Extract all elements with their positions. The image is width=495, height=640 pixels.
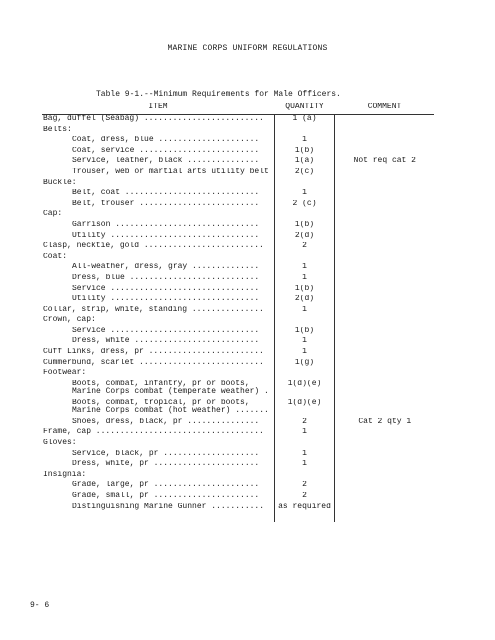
quantity-cell: 1 (274, 460, 334, 471)
comment-cell (334, 327, 434, 338)
quantity-cell: 2(d) (274, 232, 334, 243)
comment-cell (334, 492, 434, 503)
page-number: 9- 6 (30, 601, 50, 610)
comment-cell (334, 399, 434, 418)
comment-cell (334, 263, 434, 274)
table-row (42, 189, 434, 200)
table-row (42, 242, 434, 253)
item-cell: Cummerbund, scarlet .......................... (43, 358, 264, 367)
table-row (42, 115, 434, 126)
comment-cell (334, 348, 434, 359)
comment-cell (334, 147, 434, 158)
quantity-cell: 1 (274, 274, 334, 285)
comment-cell (334, 428, 434, 439)
quantity-cell (274, 369, 334, 380)
item-cell: Utility ............................... (72, 231, 260, 240)
item-cell: Utility ............................... (72, 295, 260, 304)
table-row (42, 348, 434, 359)
table-header-row (42, 103, 434, 115)
comment-cell: Not req cat 2 (353, 157, 416, 166)
table-row (42, 337, 434, 348)
quantity-cell (274, 471, 334, 482)
quantity-cell (274, 439, 334, 450)
table-row (42, 221, 434, 232)
item-cell: Coat: (43, 252, 68, 261)
comment-cell (334, 274, 434, 285)
comment-cell (334, 471, 434, 482)
quantity-cell: 1 (274, 337, 334, 348)
comment-cell (334, 210, 434, 221)
item-cell: Trouser, web or martial arts utility belt (72, 167, 269, 176)
comment-cell (334, 179, 434, 190)
column-header-quantity: QUANTITY (274, 103, 334, 115)
table-row (42, 295, 434, 306)
item-cell: Gloves: (43, 439, 77, 448)
item-cell: Coat, service ......................... (72, 146, 260, 155)
quantity-cell (274, 253, 334, 264)
quantity-cell (274, 179, 334, 190)
comment-cell (334, 481, 434, 492)
table-row (42, 168, 434, 179)
item-cell: Insignia: (43, 470, 87, 479)
item-cell: Coat, dress, blue ..................... (72, 136, 260, 145)
item-cell: Bag, duffel (Seabag) ......................... (43, 114, 264, 123)
item-cell: Footwear: (43, 369, 87, 378)
comment-cell (334, 232, 434, 243)
table-row (42, 157, 434, 168)
quantity-cell: as required (274, 503, 334, 522)
comment-cell (334, 242, 434, 253)
table-row (42, 418, 434, 429)
quantity-cell: 1(b) (274, 285, 334, 296)
table-row (42, 450, 434, 461)
quantity-cell: 2 (274, 481, 334, 492)
item-cell: Frame, cap ................................... (43, 428, 264, 437)
item-cell: Service, leather, black ............... (72, 157, 260, 166)
item-cell: Service, black, pr .................... (72, 449, 260, 458)
comment-cell (334, 359, 434, 370)
item-cell: Garrison .............................. (72, 220, 260, 229)
table-row (42, 210, 434, 221)
column-header-item: ITEM (42, 103, 274, 115)
table-row (42, 492, 434, 503)
item-cell: Belt, coat ............................ (72, 189, 260, 198)
item-cell: Collar, strip, white, standing ............... (43, 305, 264, 314)
comment-cell: Cat 2 qty 1 (358, 417, 412, 426)
item-cell: Grade, small, pr ...................... (72, 492, 260, 500)
item-cell: Dress, white .......................... (72, 337, 260, 346)
comment-cell (334, 316, 434, 327)
quantity-cell (274, 210, 334, 221)
comment-cell (334, 285, 434, 296)
quantity-cell: 1 (274, 306, 334, 317)
quantity-cell: 1 (274, 450, 334, 461)
table-row (42, 200, 434, 211)
table-row (42, 503, 434, 522)
item-cell: Dress, blue ........................... (72, 273, 260, 282)
column-header-comment: COMMENT (334, 103, 434, 115)
quantity-cell: 1(a) (274, 157, 334, 168)
quantity-cell: 1(g) (274, 359, 334, 370)
comment-cell (334, 460, 434, 471)
comment-cell (334, 337, 434, 348)
quantity-cell: 1(b) (274, 221, 334, 232)
quantity-cell: 1 (274, 263, 334, 274)
table-row (42, 179, 434, 190)
item-cell: Distinguishing Marine Gunner ........... (72, 502, 265, 511)
table-row (42, 285, 434, 296)
quantity-cell: 1(b) (274, 147, 334, 158)
item-cell: Boots, combat, tropical, pr or boots, Marine Corps combat (hot weather) ....... (72, 398, 269, 415)
item-cell: Grade, large, pr ...................... (72, 481, 260, 490)
quantity-cell: 2(c) (274, 168, 334, 179)
quantity-cell: 1 (274, 348, 334, 359)
table-row (42, 274, 434, 285)
table-row (42, 136, 434, 147)
comment-cell (334, 200, 434, 211)
item-cell: Cap: (43, 210, 63, 219)
comment-cell (334, 221, 434, 232)
comment-cell (334, 380, 434, 399)
comment-cell (334, 439, 434, 450)
quantity-cell: 1(b) (274, 327, 334, 338)
comment-cell (334, 115, 434, 126)
quantity-cell: 1 (274, 428, 334, 439)
table-row (42, 481, 434, 492)
table-row (42, 369, 434, 380)
table-row (42, 316, 434, 327)
item-cell: Cuff Links, dress, pr ........................ (43, 348, 264, 357)
quantity-cell: 2 (274, 492, 334, 503)
comment-cell (334, 126, 434, 137)
quantity-cell: 1 (274, 136, 334, 147)
quantity-cell (274, 316, 334, 327)
item-cell: Service ............................... (72, 284, 260, 293)
table-row (42, 399, 434, 418)
comment-cell (334, 189, 434, 200)
comment-cell (334, 503, 434, 522)
quantity-cell: 1(d)(e) (274, 380, 334, 399)
item-cell: Buckle: (43, 178, 77, 187)
table-row (42, 327, 434, 338)
quantity-cell: 1(d)(e) (274, 399, 334, 418)
requirements-table (42, 103, 434, 522)
comment-cell (334, 136, 434, 147)
comment-cell (334, 253, 434, 264)
item-cell: All-weather, dress, gray .............. (72, 263, 260, 272)
item-cell: Boots, combat, infantry, pr or boots, Marine Corps combat (temperate weather) . (72, 379, 269, 396)
comment-cell (334, 295, 434, 306)
quantity-cell: 2 (274, 242, 334, 253)
table-row (42, 380, 434, 399)
quantity-cell: 1 (274, 189, 334, 200)
item-cell: Belts: (43, 125, 72, 134)
table-body (42, 115, 434, 522)
item-cell: Dress, white, pr ...................... (72, 460, 260, 469)
item-cell: Clasp, necktie, gold ......................... (43, 242, 264, 251)
table-row (42, 471, 434, 482)
quantity-cell: 2 (c) (274, 200, 334, 211)
table-row (42, 232, 434, 243)
running-header: MARINE CORPS UNIFORM REGULATIONS (167, 44, 328, 53)
table-row (42, 460, 434, 471)
table-row (42, 253, 434, 264)
comment-cell (334, 306, 434, 317)
quantity-cell (274, 126, 334, 137)
comment-cell (334, 369, 434, 380)
table-row (42, 147, 434, 158)
table-row (42, 428, 434, 439)
item-cell: Shoes, dress, black, pr ............... (72, 417, 260, 426)
table-row (42, 306, 434, 317)
table-row (42, 126, 434, 137)
quantity-cell: 1 (a) (274, 115, 334, 126)
comment-cell (334, 168, 434, 179)
table-caption: Table 9-1.--Minimum Requirements for Male Officers. (96, 90, 341, 99)
item-cell: Crown, cap: (43, 316, 96, 325)
item-cell: Belt, trouser ......................... (72, 199, 260, 208)
table-row (42, 439, 434, 450)
table-row (42, 263, 434, 274)
table-row (42, 359, 434, 370)
comment-cell (334, 450, 434, 461)
quantity-cell: 2 (274, 418, 334, 429)
quantity-cell: 2(d) (274, 295, 334, 306)
item-cell: Service ............................... (72, 326, 260, 335)
